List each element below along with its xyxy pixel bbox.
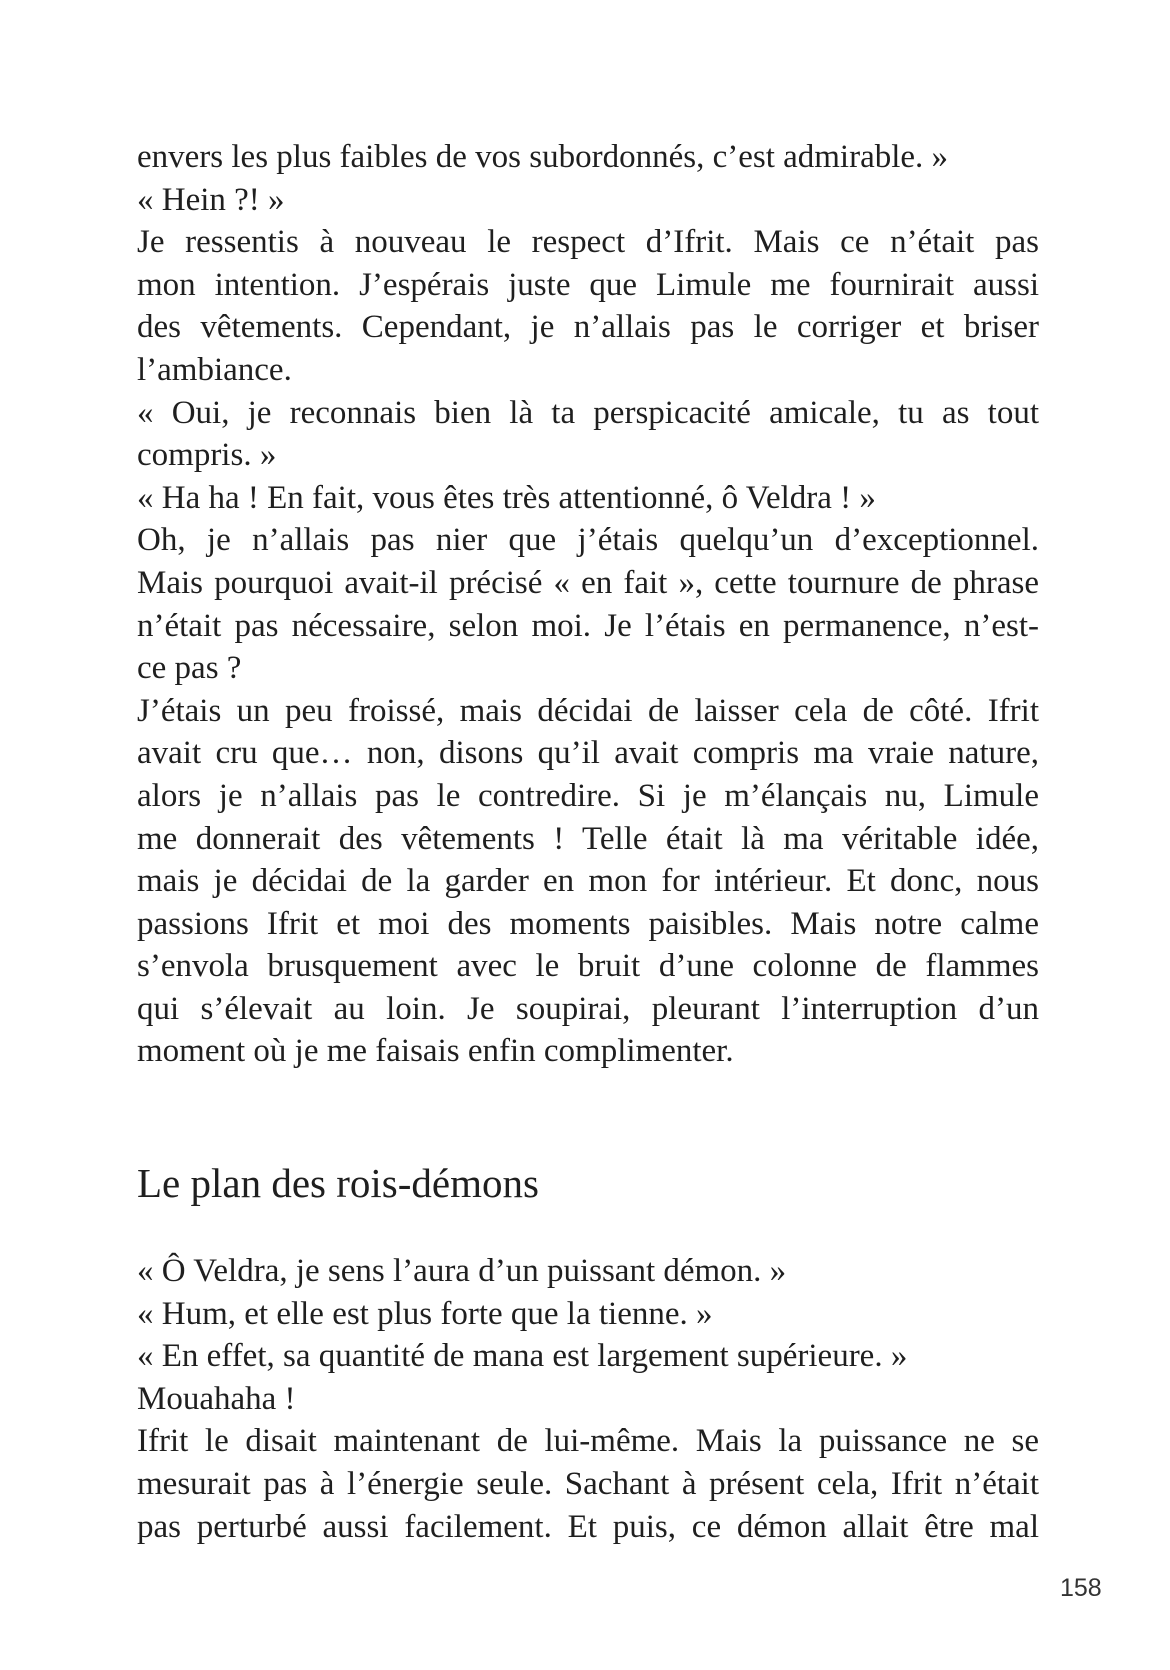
text-line: Mouahaha ! (137, 1380, 296, 1417)
text-line: alors je n’allais pas le contredire. Si je m’élançais nu, Limule (137, 777, 1039, 814)
text-line: « Hein ?! » (137, 181, 285, 218)
text-line: Mais pourquoi avait-il précisé « en fait », cette tournure de phrase (137, 564, 1039, 601)
text-line: s’envola brusquement avec le bruit d’une colonne de flammes (137, 948, 1039, 985)
text-block-before-heading (137, 136, 1039, 1073)
text-line: mon intention. J’espérais juste que Limule me fournirait aussi (137, 266, 1039, 303)
text-line: « Ô Veldra, je sens l’aura d’un puissant démon. » (137, 1253, 787, 1289)
text-line: passions Ifrit et moi des moments paisibles. Mais notre calme (137, 905, 1039, 942)
text-line: Je ressentis à nouveau le respect d’Ifrit. Mais ce n’était pas (137, 224, 1039, 261)
text-block-after-heading (137, 1250, 1039, 1548)
text-line: ce pas ? (137, 650, 242, 687)
text-line: « En effet, sa quantité de mana est largement supérieure. » (137, 1338, 908, 1375)
text-line: me donnerait des vêtements ! Telle était là ma véritable idée, (137, 820, 1039, 857)
text-line: « Ha ha ! En fait, vous êtes très attentionné, ô Veldra ! » (137, 479, 876, 516)
text-line: avait cru que… non, disons qu’il avait compris ma vraie nature, (137, 735, 1039, 772)
text-line: des vêtements. Cependant, je n’allais pas le corriger et briser (137, 309, 1039, 346)
text-line: mais je décidai de la garder en mon for intérieur. Et donc, nous (137, 863, 1039, 900)
text-line: n’était pas nécessaire, selon moi. Je l’étais en permanence, n’est- (137, 607, 1039, 644)
text-line: mesurait pas à l’énergie seule. Sachant à présent cela, Ifrit n’était (137, 1465, 1039, 1502)
text-line: qui s’élevait au loin. Je soupirai, pleurant l’interruption d’un (137, 990, 1039, 1027)
text-line: l’ambiance. (137, 351, 292, 388)
section-heading: Le plan des rois-démons (137, 1160, 539, 1206)
text-line: Ifrit le disait maintenant de lui-même. Mais la puissance ne se (137, 1423, 1039, 1460)
text-line: compris. » (137, 437, 277, 474)
text-line: « Hum, et elle est plus forte que la tienne. » (137, 1295, 713, 1332)
text-line: pas perturbé aussi facilement. Et puis, ce démon allait être mal (137, 1508, 1039, 1545)
text-line: Oh, je n’allais pas nier que j’étais quelqu’un d’exceptionnel. (137, 522, 1039, 559)
page-number: 158 (1060, 1574, 1102, 1602)
text-line: J’étais un peu froissé, mais décidai de laisser cela de côté. Ifrit (137, 692, 1039, 729)
text-line: envers les plus faibles de vos subordonnés, c’est admirable. » (137, 139, 949, 175)
text-line: « Oui, je reconnais bien là ta perspicacité amicale, tu as tout (137, 394, 1039, 431)
text-line: moment où je me faisais enfin complimenter. (137, 1033, 734, 1070)
